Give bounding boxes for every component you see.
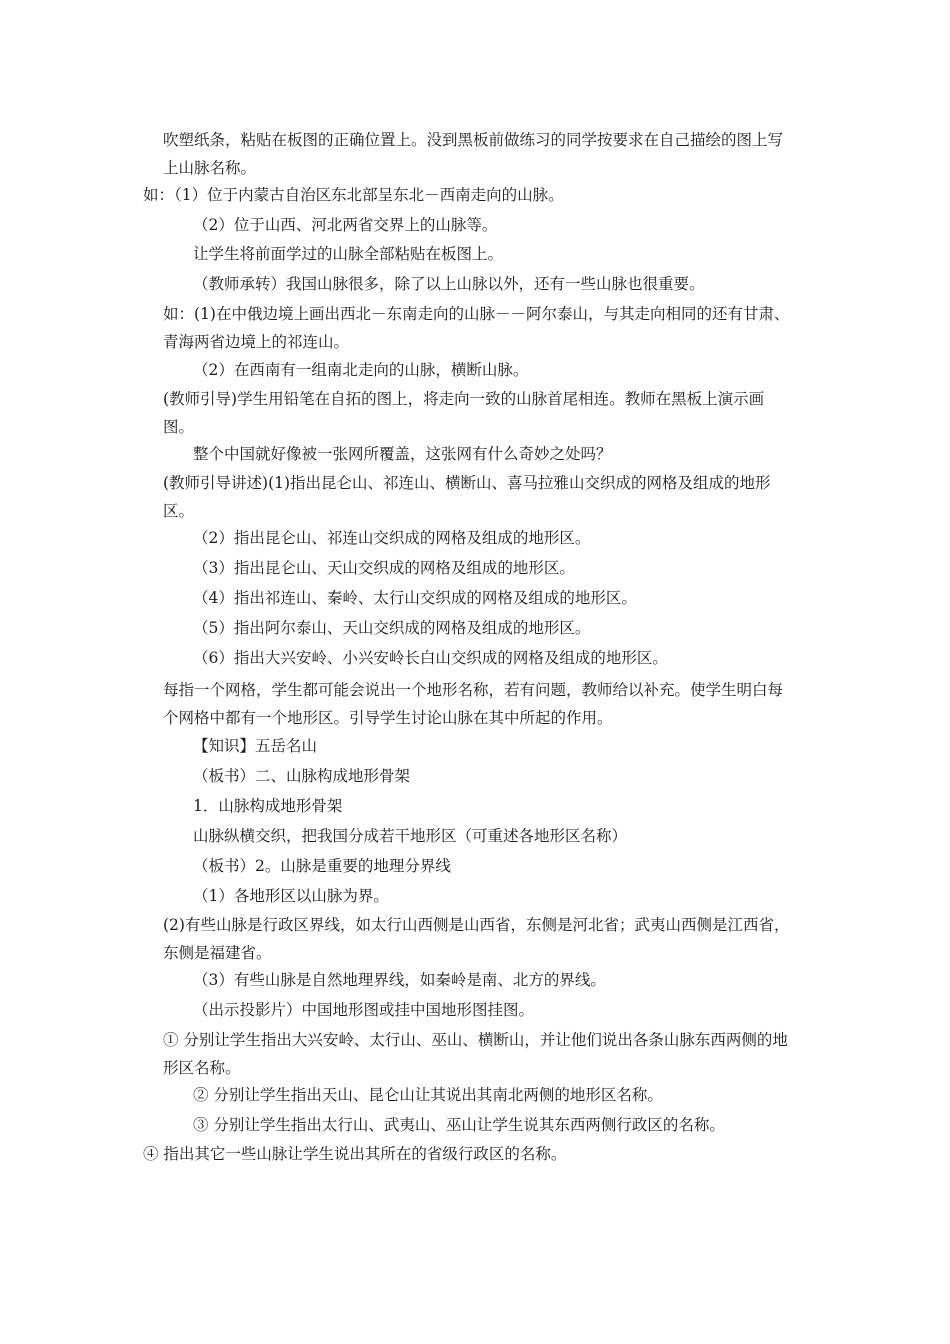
paragraph-board-2: （板书）2。山脉是重要的地理分界线: [193, 857, 451, 875]
paragraph-grid-5: （5）指出阿尔泰山、天山交织成的网格及组成的地形区。: [193, 619, 591, 637]
paragraph-board-1-detail: 山脉纵横交织，把我国分成若干地形区（可重述各地形区名称）: [193, 827, 628, 845]
paragraph-projection: （出示投影片）中国地形图或挂中国地形图挂图。: [193, 1001, 535, 1019]
paragraph-hengduan: （2）在西南有一组南北走向的山脉，横断山脉。: [193, 361, 529, 379]
paragraph-guide-draw: (教师引导)学生用铅笔在自拓的图上，将走向一致的山脉首尾相连。教师在黑板上演示画图。: [163, 390, 765, 436]
paragraph-grid-6: （6）指出大兴安岭、小兴安岭长白山交织成的网格及组成的地形区。: [193, 649, 668, 667]
paragraph-board-heading: （板书）二、山脉构成地形骨架: [193, 767, 411, 785]
paragraph-task-4: ④ 指出其它一些山脉让学生说出其所在的省级行政区的名称。: [143, 1145, 567, 1163]
paragraph-board-1: 1．山脉构成地形骨架: [193, 797, 343, 815]
paragraph-boundary-3: （3）有些山脉是自然地理界线，如秦岭是南、北方的界线。: [193, 971, 606, 989]
paragraph-example-2: （2）位于山西、河北两省交界上的山脉等。: [193, 216, 498, 234]
paragraph-knowledge: 【知识】五岳名山: [193, 737, 318, 755]
paragraph-task-3: ③ 分别让学生指出太行山、武夷山、巫山让学生说其东西两侧行政区的名称。: [193, 1116, 725, 1134]
paragraph-grid-3: （3）指出昆仑山、天山交织成的网格及组成的地形区。: [193, 559, 575, 577]
paragraph-altai: 如：(1)在中俄边境上画出西北－东南走向的山脉－－阿尔泰山，与其走向相同的还有甘肃、青海两省边境上的祁连山。: [163, 305, 790, 351]
paragraph-intro: 吹塑纸条，粘贴在板图的正确位置上。没到黑板前做练习的同学按要求在自己描绘的图上写上山脉名称。: [163, 131, 784, 177]
paragraph-task-2: ② 分别让学生指出天山、昆仑山让其说出其南北两侧的地形区名称。: [193, 1086, 663, 1104]
paragraph-example-1: 如：（1）位于内蒙古自治区东北部呈东北－西南走向的山脉。: [143, 186, 564, 204]
paragraph-grid-2: （2）指出昆仑山、祁连山交织成的网格及组成的地形区。: [193, 529, 591, 547]
paragraph-boundary-1: （1）各地形区以山脉为界。: [193, 887, 389, 905]
paragraph-grid-4: （4）指出祁连山、秦岭、太行山交织成的网格及组成的地形区。: [193, 589, 637, 607]
paragraph-net-question: 整个中国就好像被一张网所覆盖，这张网有什么奇妙之处吗？: [193, 445, 612, 463]
paragraph-transition: （教师承转）我国山脉很多，除了以上山脉以外，还有一些山脉也很重要。: [193, 275, 705, 293]
paragraph-boundary-2: (2)有些山脉是行政区界线，如太行山西侧是山西省，东侧是河北省；武夷山西侧是江西省，东侧是福建省。: [163, 916, 790, 962]
paragraph-task-1: ① 分别让学生指出大兴安岭、太行山、巫山、横断山，并让他们说出各条山脉东西两侧的地形区名称。: [163, 1031, 788, 1077]
paragraph-paste: 让学生将前面学过的山脉全部粘贴在板图上。: [193, 245, 504, 263]
paragraph-grid-1: (教师引导讲述)(1)指出昆仑山、祁连山、横断山、喜马拉雅山交织成的网格及组成的地形区。: [163, 474, 771, 520]
paragraph-grid-summary: 每指一个网格，学生都可能会说出一个地形名称，若有问题，教师给以补充。使学生明白每个网格中都有一个地形区。引导学生讨论山脉在其中所起的作用。: [163, 681, 784, 727]
